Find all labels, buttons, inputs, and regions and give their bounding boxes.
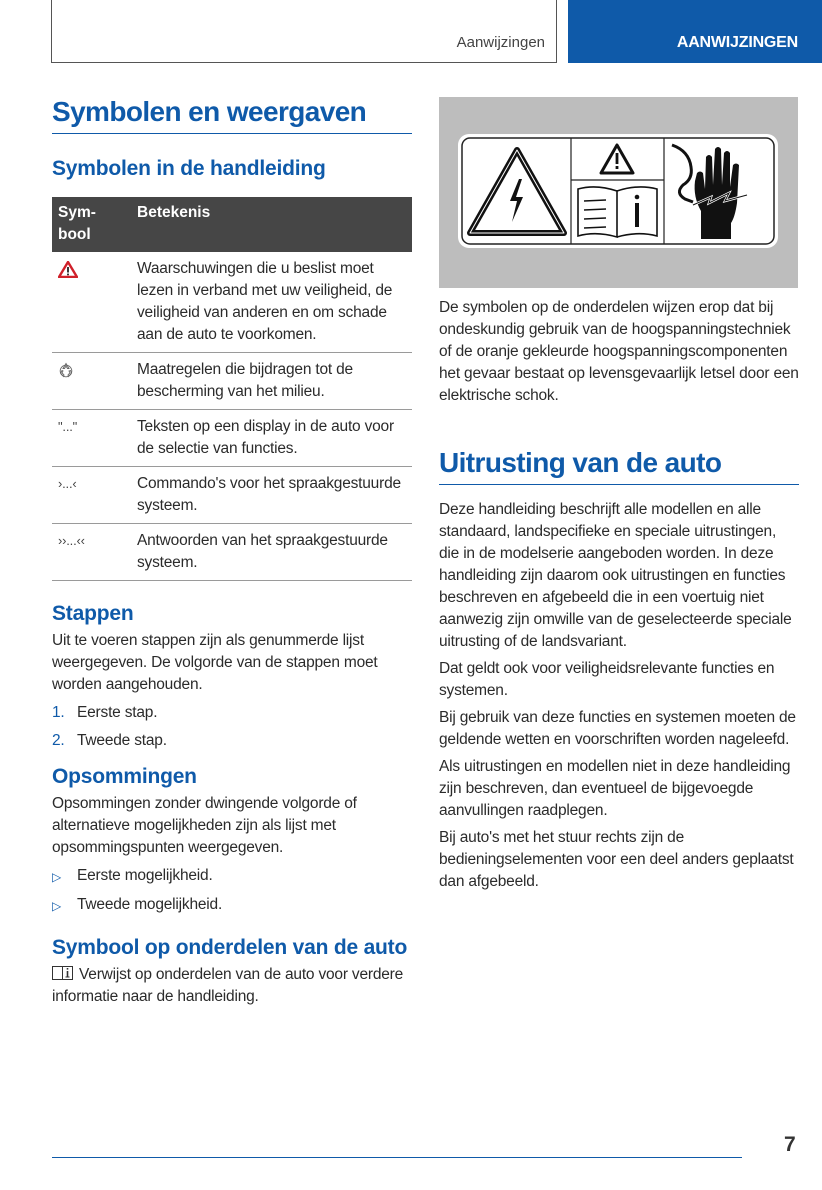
column-header-symbol-line1: Sym- bbox=[58, 204, 96, 221]
parts-symbol-heading: Symbool op onderdelen van de auto bbox=[52, 936, 408, 959]
table-row bbox=[52, 353, 412, 410]
steps-list bbox=[52, 702, 412, 752]
bullet-label: Tweede mogelijkheid. bbox=[77, 896, 223, 913]
meaning-cell: Commando's voor het spraakgestuurde systeem. bbox=[131, 467, 412, 524]
parts-symbol-description: Verwijst op onderdelen van de auto voor verdere informatie naar de handleiding. bbox=[52, 966, 404, 1005]
enumerations-text: Opsommingen zonder dwingende volgorde of alternatieve mogelijkheden zijn als lijst met opsommingspunten weergegeven. bbox=[52, 795, 357, 856]
right-column bbox=[439, 97, 799, 893]
running-header bbox=[51, 0, 557, 63]
symbols-table bbox=[52, 197, 412, 581]
equipment-paragraph: Bij auto's met het stuur rechts zijn de bedieningselementen voor een deel anders geplaatst dan afgebeeld. bbox=[439, 829, 794, 890]
footer-rule bbox=[52, 1157, 742, 1158]
symbol-cell bbox=[52, 353, 131, 410]
column-header-meaning: Betekenis bbox=[131, 197, 412, 252]
page-number: 7 bbox=[784, 1133, 796, 1156]
bullet-triangle-icon: ▷ bbox=[52, 899, 62, 913]
symbol-cell: ››...‹‹ bbox=[52, 524, 131, 581]
chapter-tab bbox=[568, 0, 822, 63]
high-voltage-label-photo bbox=[439, 97, 798, 288]
table-row bbox=[52, 252, 412, 353]
warning-label-plate bbox=[459, 135, 777, 247]
bullet-label: Eerste mogelijkheid. bbox=[77, 867, 213, 884]
steps-heading: Stappen bbox=[52, 602, 134, 625]
list-item bbox=[52, 730, 412, 752]
bullet-triangle-icon: ▷ bbox=[52, 870, 62, 884]
step-number: 1. bbox=[52, 704, 65, 721]
step-number: 2. bbox=[52, 732, 65, 749]
list-item bbox=[52, 702, 412, 724]
section-label: Aanwijzingen bbox=[456, 34, 545, 51]
parts-symbol-text bbox=[52, 964, 412, 1008]
equipment-paragraph: Als uitrustingen en modellen niet in deze handleiding zijn beschreven, dan eventueel de bijgevoegde aanvullingen raadplegen. bbox=[439, 758, 791, 819]
equipment-paragraph: Deze handleiding beschrijft alle modellen en alle standaard, landspecifieke en speciale uitrustingen, die in de modelserie aangeboden worden. In deze handleiding zijn daarom ook uitrustingen en functies beschreven en afgebeeld die in een voertuig niet aanwezig zijn omwille van de geselecteerde speciale uitrusting of de landsvariant. bbox=[439, 501, 792, 650]
warning-triangle-icon bbox=[58, 261, 78, 278]
meaning-cell: Waarschuwingen die u beslist moet lezen in verband met uw veiligheid, de veiligheid van anderen en om schade aan de auto te voorkomen. bbox=[131, 252, 412, 353]
symbol-cell: "..." bbox=[52, 410, 131, 467]
equipment-paragraph: Bij gebruik van deze functies en systemen moeten de geldende wetten en voorschriften worden nageleefd. bbox=[439, 709, 796, 748]
manual-symbols-heading: Symbolen in de handleiding bbox=[52, 157, 326, 180]
symbol-cell bbox=[52, 252, 131, 353]
table-header-row bbox=[52, 197, 412, 252]
list-item bbox=[52, 865, 412, 888]
manual-book-info-icon bbox=[52, 966, 74, 980]
symbol-cell: ›...‹ bbox=[52, 467, 131, 524]
step-label: Eerste stap. bbox=[77, 704, 158, 721]
list-item bbox=[52, 894, 412, 917]
enumerations-heading: Opsommingen bbox=[52, 765, 197, 788]
equipment-paragraph: Dat geldt ook voor veiligheidsrelevante functies en systemen. bbox=[439, 660, 775, 699]
steps-text: Uit te voeren stappen zijn als genummerde lijst weergegeven. De volgorde van de stappen moet worden aangehouden. bbox=[52, 632, 378, 693]
image-caption: De symbolen op de onderdelen wijzen erop dat bij ondeskundig gebruik van de hoogspanningstechniek of de oranje gekleurde hoogspanningscomponenten het gevaar bestaat op levensgevaarlijk letsel door een elektrische schok. bbox=[439, 299, 799, 404]
chapter-tab-label: AANWIJZINGEN bbox=[676, 34, 798, 51]
meaning-cell: Teksten op een display in de auto voor de selectie van functies. bbox=[131, 410, 412, 467]
table-row bbox=[52, 467, 412, 524]
step-label: Tweede stap. bbox=[77, 732, 167, 749]
meaning-cell: Maatregelen die bijdragen tot de bescherming van het milieu. bbox=[131, 353, 412, 410]
enumerations-list bbox=[52, 865, 412, 917]
column-header-symbol-line2: bool bbox=[58, 226, 91, 243]
recycle-icon bbox=[58, 362, 74, 378]
meaning-cell: Antwoorden van het spraakgestuurde systeem. bbox=[131, 524, 412, 581]
equipment-title: Uitrusting van de auto bbox=[439, 445, 799, 485]
page-title: Symbolen en weergaven bbox=[52, 94, 412, 134]
left-column bbox=[52, 94, 412, 1008]
table-row bbox=[52, 410, 412, 467]
column-header-symbol bbox=[52, 197, 131, 252]
table-row bbox=[52, 524, 412, 581]
